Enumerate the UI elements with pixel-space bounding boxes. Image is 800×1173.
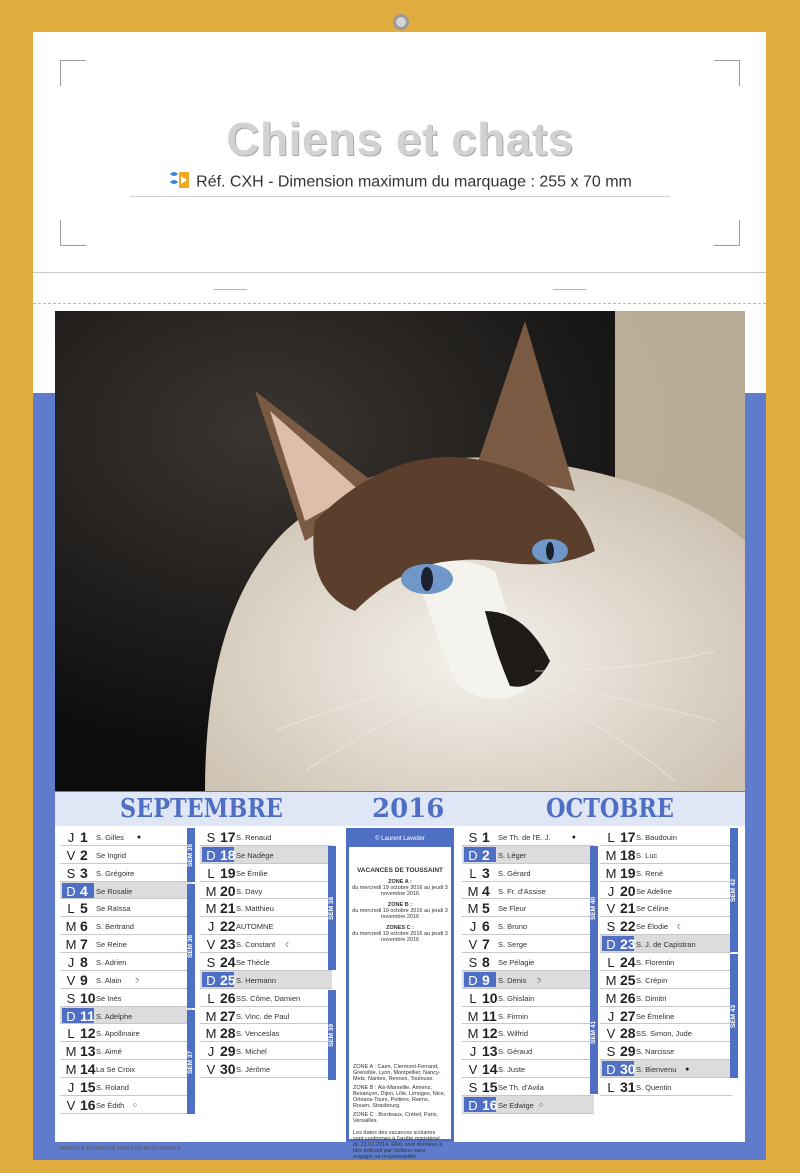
day-row — [60, 917, 192, 935]
day-number: 17 — [220, 829, 236, 845]
saint-name: S. Quentin — [636, 1083, 672, 1093]
weekday-letter: L — [207, 865, 215, 881]
day-number: 22 — [220, 918, 236, 935]
day-number: 25 — [220, 971, 236, 988]
weekday-letter: L — [607, 830, 615, 845]
day-row — [600, 989, 732, 1007]
brand-logo-icon — [168, 170, 190, 195]
day-row — [200, 1042, 332, 1060]
day-number: 25 — [620, 971, 636, 988]
saint-name: S. Léger — [498, 850, 527, 860]
school-holidays-box — [346, 828, 454, 1160]
day-number: 14 — [482, 1061, 498, 1078]
weekday-letter: L — [469, 865, 477, 881]
day-number: 12 — [482, 1025, 498, 1042]
weekday-letter: J — [607, 1008, 615, 1024]
zone-c-list: ZONE C : Bordeaux, Créteil, Paris, Versailles. — [353, 1112, 438, 1124]
day-row — [60, 1078, 192, 1096]
saint-name: S. Vinc. de Paul — [236, 1011, 290, 1021]
day-row — [200, 953, 332, 971]
crop-mark — [60, 220, 86, 246]
saint-name: S. Firmin — [498, 1011, 528, 1021]
reference-text: Réf. CXH - Dimension maximum du marquage : 255 x 70 mm — [196, 173, 632, 191]
day-number: 16 — [482, 1096, 498, 1113]
weekday-letter: J — [207, 1044, 215, 1060]
day-number: 23 — [220, 936, 236, 953]
day-row — [600, 828, 732, 846]
weekday-letter: D — [468, 847, 478, 863]
day-row — [600, 971, 732, 989]
moon-phase-icon: ☽ — [534, 977, 542, 985]
cat-photo — [55, 311, 745, 791]
day-number: 29 — [220, 1043, 236, 1060]
day-row — [200, 828, 332, 846]
weekday-letter: S — [206, 830, 216, 845]
week-number: SEM 35 — [187, 828, 195, 882]
day-number: 10 — [482, 989, 498, 1006]
weekday-letter: M — [65, 937, 77, 953]
saint-name: S. Adelphe — [96, 1011, 133, 1021]
day-number: 2 — [80, 846, 88, 863]
day-row — [462, 1096, 594, 1114]
saint-name: Se Émilie — [236, 868, 268, 878]
moon-phase-icon: ● — [685, 1066, 690, 1074]
weekday-letter: J — [469, 919, 477, 935]
saint-name: S. Michel — [236, 1047, 267, 1057]
zone-c-dates: du mercredi 19 octobre 2016 au jeudi 3 novembre 2016 — [352, 931, 448, 943]
day-row — [200, 971, 332, 989]
saint-name: S. Dimitri — [636, 993, 667, 1003]
day-number: 8 — [80, 954, 88, 971]
hanging-eyelet — [393, 14, 409, 30]
saint-name: S. Apollinaire — [96, 1029, 140, 1039]
day-number: 11 — [80, 1007, 95, 1024]
month-october: OCTOBRE — [546, 794, 674, 824]
weekday-letter: M — [205, 1008, 217, 1024]
crop-mark — [714, 220, 740, 246]
weekday-letter: L — [469, 990, 477, 1006]
september-days-2 — [200, 828, 332, 1078]
weekday-letter: M — [205, 1026, 217, 1042]
week-number: SEM 40 — [590, 846, 598, 970]
weekday-letter: V — [66, 1097, 76, 1113]
perforation-strip — [33, 272, 766, 304]
day-number: 19 — [220, 864, 236, 881]
year-label: 2016 — [372, 794, 445, 824]
day-number: 26 — [220, 989, 236, 1006]
saint-name: Se Reine — [96, 940, 127, 950]
saint-name: Se Thècle — [236, 958, 270, 968]
weekday-letter: M — [205, 883, 217, 899]
saint-name: Se Th. d'Avila — [498, 1083, 544, 1093]
saint-name: Se Rosalie — [96, 886, 133, 896]
day-row — [200, 1024, 332, 1042]
saint-name: S. Serge — [498, 940, 528, 950]
day-number: 12 — [80, 1025, 96, 1042]
saint-name: S. Alain — [96, 975, 122, 985]
weekday-letter: V — [606, 1026, 616, 1042]
saint-name: Se Élodie — [636, 922, 669, 932]
day-number: 31 — [620, 1079, 636, 1096]
weekday-letter: S — [66, 865, 76, 881]
saint-name: S. Fr. d'Assise — [498, 886, 546, 896]
saint-name: S. Renaud — [236, 833, 272, 842]
day-row — [600, 1060, 732, 1078]
day-row — [60, 1024, 192, 1042]
week-number: SEM 41 — [590, 970, 598, 1094]
day-row — [60, 864, 192, 882]
week-number: SEM 36 — [187, 884, 195, 1008]
zone-b-list: ZONE B : Aix-Marseille, Amiens, Besançon, Dijon, Lille, Limoges, Nice, Orléans-Tours, Poitiers, Reims, Rouen, Strasbourg. — [353, 1085, 446, 1109]
day-row — [60, 1060, 192, 1078]
photo-credit: © Laurent Laveder — [349, 831, 451, 847]
weekday-letter: D — [468, 1097, 478, 1113]
week-number: SEM 39 — [328, 990, 336, 1080]
day-number: 15 — [80, 1079, 96, 1096]
day-row — [60, 953, 192, 971]
day-row — [60, 846, 192, 864]
saint-name: S. Bienvenu — [636, 1065, 677, 1075]
saint-name: SS. Simon, Jude — [636, 1029, 692, 1039]
day-number: 20 — [220, 882, 236, 899]
day-row — [600, 899, 732, 917]
weekday-letter: V — [468, 937, 478, 953]
day-number: 15 — [482, 1079, 498, 1096]
weekday-letter: V — [206, 1062, 216, 1078]
day-row — [60, 1007, 192, 1025]
day-row — [60, 935, 192, 953]
weekday-letter: M — [65, 919, 77, 935]
day-number: 8 — [482, 954, 490, 971]
saint-name: S. Bertrand — [96, 922, 134, 932]
weekday-letter: S — [606, 1044, 616, 1060]
day-row — [600, 1007, 732, 1025]
weekday-letter: V — [66, 847, 76, 863]
month-september: SEPTEMBRE — [120, 794, 283, 824]
day-row — [600, 1042, 732, 1060]
day-row — [462, 989, 594, 1007]
day-number: 5 — [80, 900, 88, 917]
day-row — [462, 1007, 594, 1025]
weekday-letter: S — [468, 955, 478, 971]
saint-name: Se Nadège — [236, 850, 274, 860]
day-row — [462, 899, 594, 917]
saint-name: S. Gilles — [96, 833, 124, 842]
day-row — [200, 864, 332, 882]
saint-name: Se Th. de l'E. J. — [498, 833, 551, 842]
saint-name: S. Florentin — [636, 958, 675, 968]
day-row — [200, 935, 332, 953]
day-number: 14 — [80, 1061, 96, 1078]
day-number: 30 — [620, 1061, 636, 1078]
saint-name: S. Denis — [498, 975, 527, 985]
weekday-letter: D — [66, 1008, 76, 1024]
saint-name: S. Juste — [498, 1065, 526, 1075]
saint-name: S. Wilfrid — [498, 1029, 528, 1039]
day-number: 1 — [80, 829, 88, 845]
saint-name: S. Jérôme — [236, 1065, 271, 1075]
day-row — [462, 882, 594, 900]
saint-name: Se Raïssa — [96, 904, 131, 914]
day-row — [462, 935, 594, 953]
day-row — [60, 1042, 192, 1060]
day-number: 10 — [80, 989, 96, 1006]
saint-name: S. Bruno — [498, 922, 528, 932]
weekday-letter: D — [468, 972, 478, 988]
zone-a-dates: du mercredi 19 octobre 2016 au jeudi 3 novembre 2016 — [352, 885, 448, 897]
weekday-letter: L — [67, 1026, 75, 1042]
day-row — [462, 1024, 594, 1042]
day-row — [462, 846, 594, 864]
calendar-title: Chiens et chats — [226, 113, 574, 165]
day-number: 9 — [80, 971, 88, 988]
day-row — [200, 917, 332, 935]
day-row — [600, 864, 732, 882]
weekday-letter: D — [66, 883, 76, 899]
day-number: 7 — [80, 936, 88, 953]
saint-name: S. Narcisse — [636, 1047, 675, 1057]
day-number: 29 — [620, 1043, 636, 1060]
saint-name: La Se Croix — [96, 1065, 136, 1075]
day-row — [600, 953, 732, 971]
moon-phase-icon: ○ — [132, 1101, 138, 1109]
moon-phase-icon: ☽ — [132, 977, 140, 985]
day-row — [462, 953, 594, 971]
saint-name: S. Ghislain — [498, 993, 535, 1003]
weekday-letter: L — [67, 901, 75, 917]
day-number: 28 — [620, 1025, 636, 1042]
weekday-letter: M — [605, 990, 617, 1006]
divider — [130, 196, 670, 197]
saint-name: S. Baudouin — [636, 833, 677, 842]
weekday-letter: S — [66, 990, 76, 1006]
day-row — [600, 882, 732, 900]
week-number: SEM 42 — [730, 828, 738, 952]
weekday-letter: J — [207, 919, 215, 935]
zone-b-dates: du mercredi 19 octobre 2016 au jeudi 3 novembre 2016 — [352, 908, 448, 920]
weekday-letter: M — [467, 901, 479, 917]
day-row — [200, 1060, 332, 1078]
day-number: 17 — [620, 829, 636, 845]
day-number: 21 — [620, 900, 636, 917]
september-days-1 — [60, 828, 192, 1114]
saint-name: S. Géraud — [498, 1047, 533, 1057]
weekday-letter: D — [206, 972, 216, 988]
day-row — [200, 1007, 332, 1025]
day-number: 22 — [620, 918, 636, 935]
day-number: 20 — [620, 882, 636, 899]
saint-name: S. Hermann — [236, 975, 277, 985]
weekday-letter: M — [205, 901, 217, 917]
weekday-letter: J — [67, 1080, 75, 1096]
weekday-letter: L — [607, 955, 615, 971]
weekday-letter: M — [605, 847, 617, 863]
day-row — [60, 882, 192, 900]
weekday-letter: S — [468, 830, 478, 845]
day-row — [600, 935, 732, 953]
weekday-letter: D — [606, 937, 616, 953]
saint-name: SS. Côme, Damien — [236, 993, 301, 1003]
day-number: 3 — [80, 864, 88, 881]
crop-mark — [60, 60, 86, 86]
weekday-letter: J — [469, 1044, 477, 1060]
day-row — [60, 971, 192, 989]
day-number: 4 — [80, 882, 88, 899]
saint-name: Se Adeline — [636, 886, 672, 896]
day-row — [200, 989, 332, 1007]
saint-name: Se Pélagie — [498, 958, 535, 968]
weekday-letter: V — [606, 901, 616, 917]
saint-name: S. Adrien — [96, 958, 127, 968]
day-number: 19 — [620, 864, 636, 881]
weekday-letter: V — [66, 972, 76, 988]
day-row — [60, 899, 192, 917]
day-number: 11 — [482, 1007, 497, 1024]
day-row — [462, 917, 594, 935]
zone-c-title: ZONES C : — [386, 925, 414, 931]
saint-name: S. Roland — [96, 1083, 129, 1093]
moon-phase-icon: ○ — [538, 1101, 544, 1109]
day-number: 30 — [220, 1061, 236, 1078]
weekday-letter: M — [467, 1008, 479, 1024]
weekday-letter: J — [67, 955, 75, 971]
saint-name: S. Venceslas — [236, 1029, 280, 1039]
day-number: 13 — [482, 1043, 498, 1060]
weekday-letter: S — [206, 955, 216, 971]
day-number: 4 — [482, 882, 490, 899]
day-number: 18 — [220, 846, 236, 863]
day-row — [462, 828, 594, 846]
weekday-letter: L — [607, 1080, 615, 1096]
day-row — [200, 846, 332, 864]
day-number: 2 — [482, 846, 490, 863]
weekday-letter: D — [206, 847, 216, 863]
day-row — [462, 971, 594, 989]
weekday-letter: V — [468, 1062, 478, 1078]
day-number: 7 — [482, 936, 490, 953]
weekday-letter: M — [467, 883, 479, 899]
weekday-letter: M — [65, 1044, 77, 1060]
day-row — [200, 882, 332, 900]
october-days-1 — [462, 828, 594, 1114]
saint-name: S. Constant — [236, 940, 276, 950]
saint-name: S. Luc — [636, 850, 658, 860]
weekday-letter: L — [207, 990, 215, 1006]
weekday-letter: J — [607, 883, 615, 899]
day-number: 16 — [80, 1096, 96, 1113]
saint-name: Se Céline — [636, 904, 669, 914]
day-number: 24 — [220, 954, 236, 971]
day-row — [600, 1024, 732, 1042]
day-row — [600, 846, 732, 864]
zone-a-title: ZONE A : — [388, 879, 412, 885]
saint-name: Se Édith — [96, 1100, 125, 1110]
saint-name: Se Fleur — [498, 904, 527, 914]
saint-name: S. Aimé — [96, 1047, 122, 1057]
crop-mark — [714, 60, 740, 86]
day-number: 24 — [620, 954, 636, 971]
day-number: 6 — [482, 918, 490, 935]
saint-name: AUTOMNE — [236, 922, 274, 932]
day-number: 3 — [482, 864, 490, 881]
day-row — [60, 989, 192, 1007]
saint-name: Se Émeline — [636, 1011, 675, 1021]
saint-name: Se Ingrid — [96, 850, 127, 860]
day-number: 6 — [80, 918, 88, 935]
saint-name: S. Davy — [236, 886, 263, 896]
saint-name: S. J. de Capistran — [636, 940, 696, 950]
day-row — [462, 1060, 594, 1078]
reference-line — [0, 170, 800, 195]
moon-phase-icon: ● — [571, 834, 576, 841]
day-number: 28 — [220, 1025, 236, 1042]
day-number: 23 — [620, 936, 636, 953]
saint-name: S. Matthieu — [236, 904, 274, 914]
weekday-letter: J — [67, 830, 75, 845]
zone-a-list: ZONE A : Caen, Clermont-Ferrand, Grenoble, Lyon, Montpellier, Nancy-Metz, Nantes, Rennes, Toulouse. — [353, 1064, 441, 1082]
day-number: 1 — [482, 829, 490, 845]
october-days-2 — [600, 828, 732, 1096]
day-row — [600, 1078, 732, 1096]
week-number: SEM 43 — [730, 954, 738, 1078]
week-number: SEM 38 — [328, 846, 336, 970]
holidays-heading: VACANCES DE TOUSSAINT — [356, 867, 444, 874]
saint-name: S. Crépin — [636, 975, 668, 985]
day-number: 27 — [220, 1007, 236, 1024]
weekday-letter: V — [206, 937, 216, 953]
day-number: 9 — [482, 971, 490, 988]
day-row — [462, 1078, 594, 1096]
moon-phase-icon: ☾ — [676, 924, 684, 932]
day-number: 13 — [80, 1043, 96, 1060]
saint-name: Se Edwige — [498, 1100, 534, 1110]
zone-b-title: ZONE B : — [387, 902, 413, 908]
weekday-letter: M — [467, 1026, 479, 1042]
day-number: 5 — [482, 900, 490, 917]
weekday-letter: M — [605, 972, 617, 988]
weekday-letter: S — [468, 1080, 478, 1096]
weekday-letter: M — [65, 1062, 77, 1078]
weekday-letter: S — [606, 919, 616, 935]
day-row — [60, 1096, 192, 1114]
saint-name: S. René — [636, 868, 664, 878]
saint-name: S. Grégoire — [96, 868, 135, 878]
moon-phase-icon: ☾ — [285, 942, 292, 950]
day-row — [60, 828, 192, 846]
saint-name: Se Inès — [96, 993, 122, 1003]
day-row — [600, 917, 732, 935]
footer-eco-label: FABRIQUE EN FRANCE 100% ECO-RESPONSABLE — [60, 1146, 181, 1152]
weekday-letter: D — [606, 1062, 616, 1078]
day-row — [462, 1042, 594, 1060]
day-row — [462, 864, 594, 882]
moon-phase-icon: ● — [136, 834, 142, 841]
holidays-note: Les dates des vacances scolaires sont conformes à l'arrêté ministériel du 21.01.2014. Elles sont données à titre indicatif par l'éditeur sans engager sa responsabilité. — [353, 1130, 443, 1160]
saint-name: S. Gérard — [498, 868, 531, 878]
day-number: 21 — [220, 900, 236, 917]
day-number: 26 — [620, 989, 636, 1006]
day-number: 18 — [620, 846, 636, 863]
week-number: SEM 37 — [187, 1010, 195, 1114]
day-number: 27 — [620, 1007, 636, 1024]
weekday-letter: M — [605, 865, 617, 881]
day-row — [200, 899, 332, 917]
